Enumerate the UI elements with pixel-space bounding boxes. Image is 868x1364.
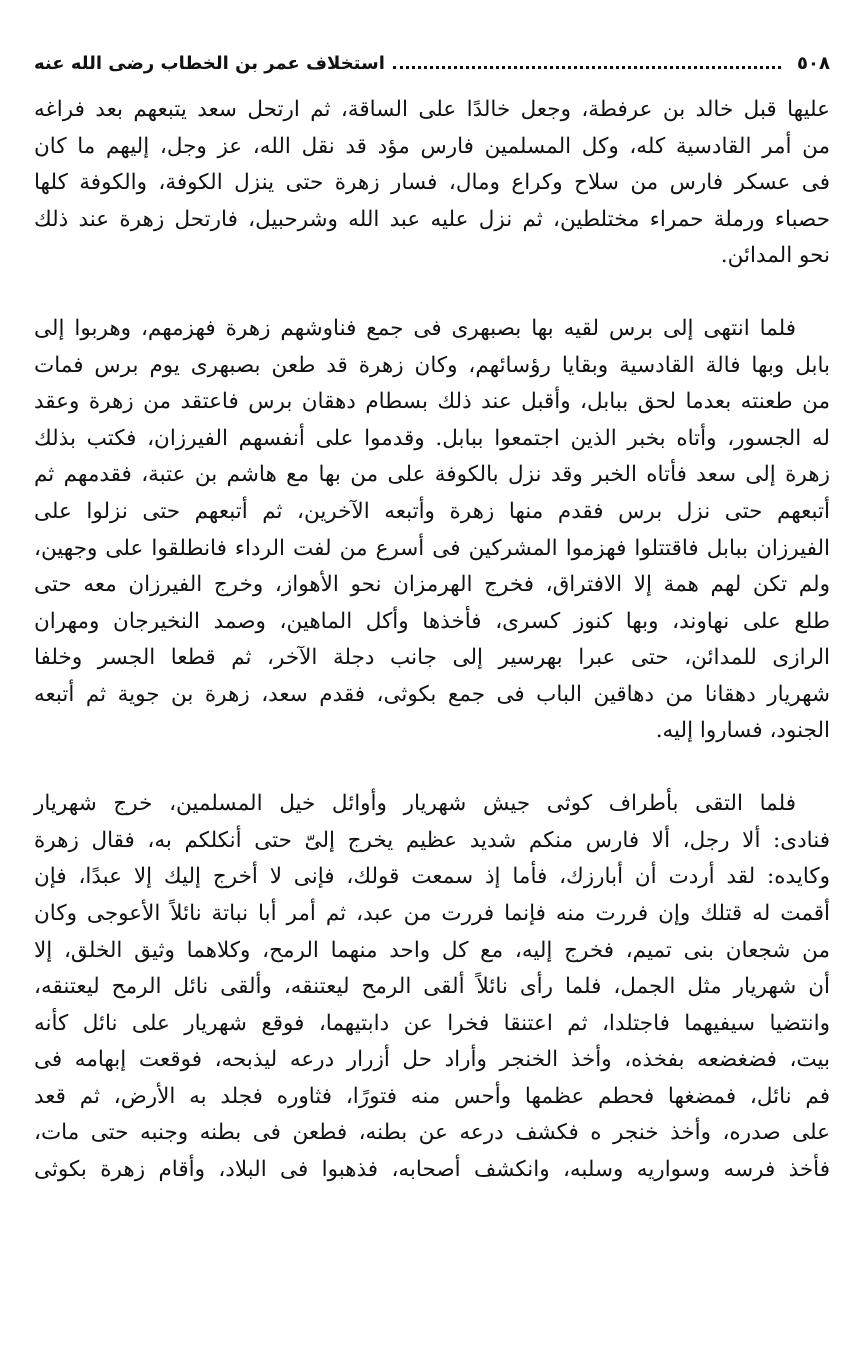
leader-dots (393, 66, 781, 69)
text-line: على صدره، وأخذ خنجر ه فكشف درعه عن بطنه، فطعن فى بطنه وجنبه حتى مات، (34, 1120, 830, 1146)
text-line: طلع على نهاوند، وبها كنوز كسرى، فأخذها وأكل الماهين، وصمد النخيرجان ومهران (34, 608, 830, 634)
text-line: فأخذ فرسه وسواريه وسلبه، وانكشف أصحابه، فذهبوا فى البلاد، وأقام زهرة بكوثى (34, 1156, 830, 1182)
text-line: الرازى للمدائن، حتى عبرا بهرسير إلى جانب دجلة الآخر، ثم قطعا الجسر وخلفا (34, 645, 830, 671)
paragraph-gap (34, 275, 830, 312)
text-line: نحو المدائن. (720, 243, 830, 269)
text-line: فى عسكر فارس من سلاح وكراع ومال، فسار زهرة حتى ينزل الكوفة، والكوفة كلها (34, 170, 830, 196)
chapter-title: استخلاف عمر بن الخطاب رضى الله عنه (34, 52, 385, 74)
text-line: ولم تكن لهم همة إلا الافتراق، فخرج الهرمزان نحو الأهواز، وخرج الفيرزان معه حتى (34, 572, 830, 598)
text-line: أن شهريار مثل الجمل، فلما رأى نائلاً ألقى الرمح ليعتنقه، وألقى نائل الرمح ليعتنقه، (34, 974, 830, 1000)
text-line: من أمر القادسية كله، وكل المسلمين فارس مؤد قد نقل الله، عز وجل، إليهم ما كان (34, 133, 830, 159)
running-header (34, 46, 830, 80)
text-line: فم نائل، فمضغها فحطم عظمها وأحس منه فتورًا، فثاوره فجلد به الأرض، ثم قعد (34, 1083, 830, 1109)
text-line: بيت، فضغضعه بفخذه، وأخذ الخنجر وأراد حل أزرار درعه ليذبحه، فوقعت إبهامه فى (34, 1047, 830, 1073)
paragraph-3 (34, 786, 830, 1188)
text-line: من طعنته بعدما لحق ببابل، وأقبل عند ذلك بسطام دهقان برس فاعتقد من زهرة وعقد (34, 389, 830, 415)
text-line: وانتضيا سيفيهما فاجتلدا، ثم اعتنقا فخرا عن دابتيهما، فوقع شهريار على نائل كأنه (34, 1010, 830, 1036)
body-text (34, 92, 830, 1188)
text-line: فلما انتهى إلى برس لقيه بها بصبهرى فى جمع فناوشهم زهرة فهزمهم، وهربوا إلى (34, 316, 796, 342)
paragraph-1 (34, 92, 830, 275)
text-line: من شجعان بنى تميم، فخرج إليه، مع كل واحد منهما الرمح، وكلاهما وثيق الخلق، إلا (34, 937, 830, 963)
text-line: بابل وبها فالة القادسية وبقايا رؤسائهم، وكان زهرة قد طعن بصبهرى يوم برس فمات (34, 352, 830, 378)
text-line: زهرة إلى سعد فأتاه الخبر وقد نزل بالكوفة على من بها مع هاشم بن عتبة، فقدمهم ثم (34, 462, 830, 488)
text-line: الفيرزان ببابل فاقتتلوا فهزموا المشركين فى أسرع من لفت الرداء فانطلقوا على وجهين، (34, 535, 830, 561)
text-line: أتبعهم حتى نزل برس فقدم منها زهرة وأتبعه الآخرين، ثم أتبعهم حتى نزلوا على (34, 499, 830, 525)
text-line: الجنود، فساروا إليه. (655, 718, 830, 744)
text-line: فلما التقى بأطراف كوثى جيش شهريار وأوائل خيل المسلمين، خرج شهريار (34, 791, 796, 817)
text-line: فنادى: ألا رجل، ألا فارس منكم شديد عظيم يخرج إلىّ حتى أنكلكم به، فقال زهرة (34, 827, 830, 853)
paragraph-gap (34, 750, 830, 787)
text-line: وكايده: لقد أردت أن أبارزك، فأما إذ سمعت قولك، فإنى لا أخرج إليك إلا عبدًا، فإن (34, 864, 830, 890)
text-line: شهريار دهقانا من دهاقين الباب فى جمع بكوثى، فقدم سعد، زهرة بن جوية ثم أتبعه (34, 681, 830, 707)
text-line: عليها قبل خالد بن عرفطة، وجعل خالدًا على الساقة، ثم ارتحل سعد يتبعهم بعد فراغه (34, 97, 830, 122)
page-number: ٥٠٨ (797, 52, 830, 74)
text-line: حصباء ورملة حمراء مختلطين، ثم نزل عليه عبد الله وشرحبيل، فارتحل زهرة عند ذلك (34, 206, 830, 232)
text-line: أقمت له قتلك وإن فررت منه فإنما فررت من عبد، ثم أمر أبا نباتة نائلاً الأعوجى وكان (34, 901, 830, 927)
text-line: له الجسور، وأتاه بخبر الذين اجتمعوا ببابل. وقدموا على أنفسهم الفيرزان، فكتب بذلك (34, 425, 830, 451)
paragraph-2 (34, 311, 830, 750)
